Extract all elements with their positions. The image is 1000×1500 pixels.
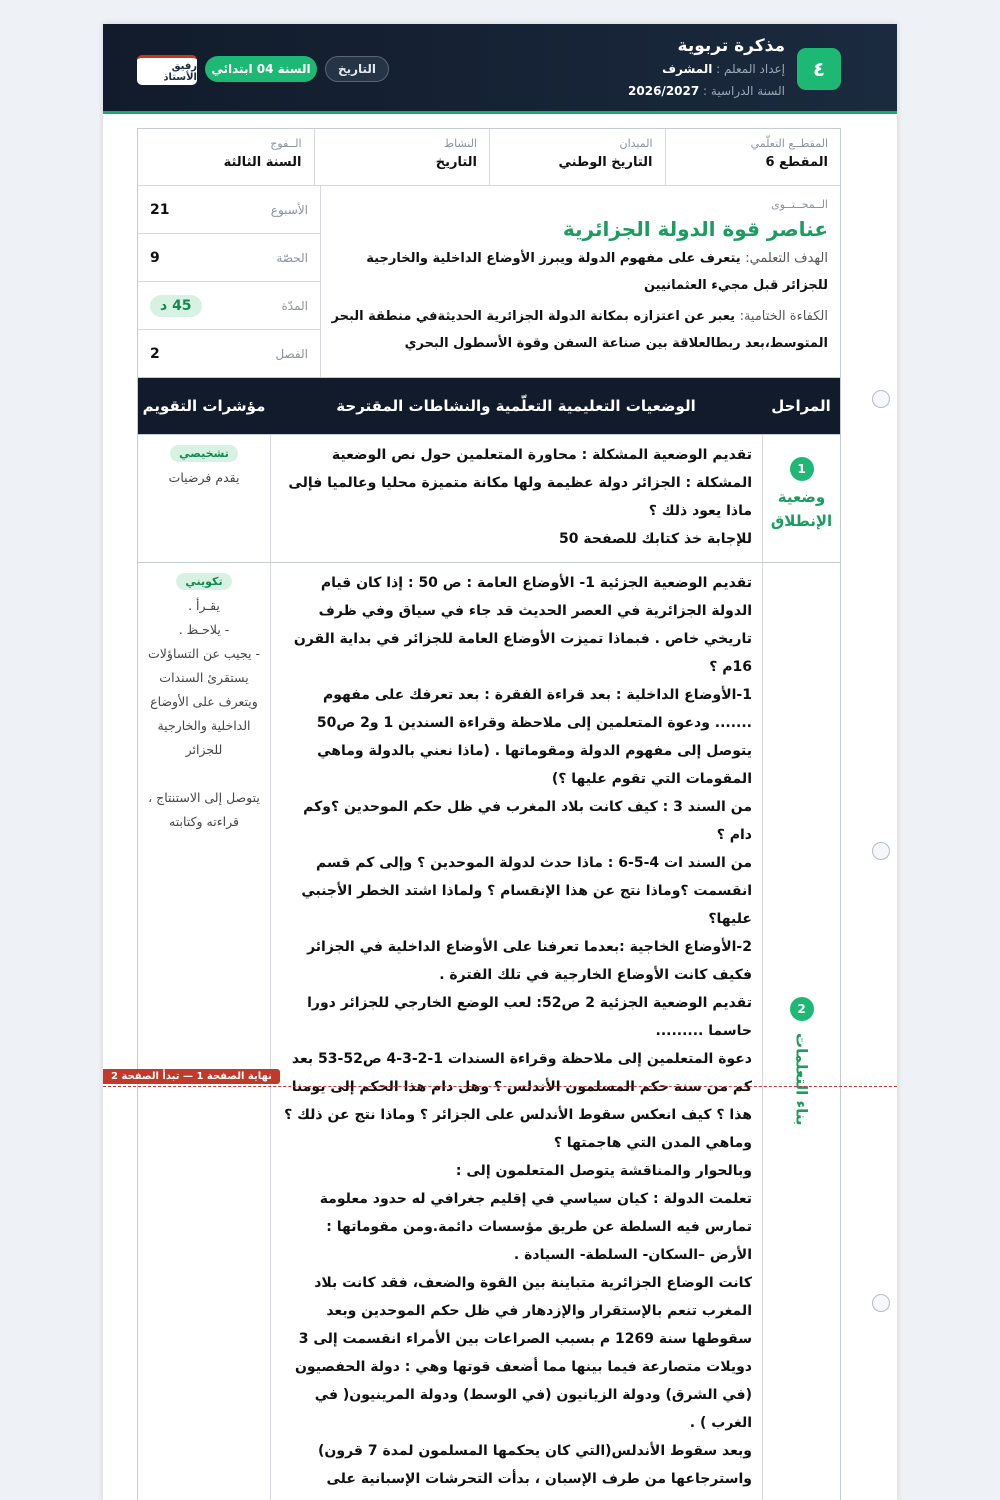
- meta-field: الميدان التاريخ الوطني: [489, 129, 665, 185]
- table-header: [138, 378, 840, 434]
- memo-title: مذكرة تربوية: [677, 36, 785, 56]
- subject-pill[interactable]: التاريخ: [325, 56, 389, 82]
- page-break-label: نهاية الصفحة 1 — تبدأ الصفحة 2: [103, 1069, 280, 1084]
- meta-activity: النشاط التاريخ: [314, 129, 490, 185]
- stat-duration: المدّة 45 د: [138, 282, 320, 330]
- school-year-value: 2026/2027: [628, 84, 700, 98]
- page-break-line: [103, 1086, 897, 1087]
- memo-number-badge: ٤: [797, 48, 841, 90]
- binder-hole-icon: [872, 390, 890, 408]
- stage-number: 2: [790, 997, 814, 1021]
- activities-cell: تقديم الوضعية الجزئية 1- الأوضاع العامة : ص 50 : إذا كان قيام الدولة الجزائرية في العصر الحديث قد جاء في سياق وفي ظرف تاريخي خاص . فبماذا تميزت الأوضاع العامة للجزائر في بداية القرن 16م ؟ 1-الأوضاع الداخلية : بعد قراءة الفقرة : بعد تعرفك على مفهوم ....... ودعوة المتعلمين إلى ملاحظة وقراءة السندين 1 و2 ص50 يتوصل إلى مفهوم الدولة ومقوماتها . (ماذا نعني بالدولة وماهي المقومات التي تقوم عليها ؟) من السند 3 : كيف كانت بلاد المغرب في ظل حكم الموحدين ؟وكم دام ؟ من السند ات 4-5-6 : ماذا حدث لدولة الموحدين ؟ وإلى كم قسم انقسمت ؟وماذا نتج عن هذا الإنقسام ؟ ولماذا اشتد الخطر الأجنبي عليها؟ 2-الأوضاع الخاجية :بعدما تعرفنا على الأوضاع الداخلية في الجزائر فكيف كانت الأوضاع الخارجية في تلك الفترة . تقديم الوضعية الجزئية 2 ص52: لعب الوضع الخارجي للجزائر دورا حاسما ......... دعوة المتعلمين إلى ملاحظة وقراءة السندات 1-2-3-4 ص52-53 بعد كم من سنة حكم المسلمون الأندلس ؟ وهل دام هذا الحكم إلى يومنا هذا ؟ كيف انعكس سقوط الأندلس على الجزائر ؟ وماذا نتج عن ذلك ؟ وماهي المدن التي هاجمتها ؟ وبالحوار والمناقشة يتوصل المتعلمون إلى : تعلمت الدولة : كيان سياسي في إقليم جغرافي له حدود معلومة تمارس فيه السلطة عن طريق مؤسسات دائمة.ومن مقوماتها : الأرض –السكان- السلطة- السيادة . كانت الوضاع الجزائرية متباينة بين القوة والضعف، فقد كانت بلاد المغرب تنعم بالإستقرار والإزدهار في ظل حكم الموحدين وبعد سقوطها سنة 1269 م بسبب الصراعات بين الأمراء انقسمت إلى 3 دويلات متصارعة فيما بينها مما أضعف قوتها وهي : دولة الحفصيون (في الشرق) ودولة الزيانيون (في الوسط) ودولة المرينيون( في الغرب ) . وبعد سقوط الأندلس(التي كان يحكمها المسلمون لمدة 7 قرون) واسترجاعها من طرف الإسبان ، بدأت التحرشات الإسبانية على: [270, 563, 762, 1500]
- stat-week: الأسبوع 21: [138, 186, 320, 234]
- stage-name: بناء التعلمات: [792, 1033, 811, 1126]
- school-year: [628, 84, 785, 98]
- stat-term: الفصل 2: [150, 346, 308, 362]
- meta-unit: المقطــع التعلّمي المقطع 6: [665, 129, 841, 185]
- stat-session: الحصّة 9: [138, 234, 320, 282]
- stats-column: [138, 186, 320, 377]
- school-year-label: السنة الدراسية :: [703, 84, 785, 98]
- lesson-title: عناصر قوة الدولة الجزائرية: [562, 217, 828, 241]
- memo-document: [137, 128, 841, 1500]
- stage-number: 1: [790, 457, 814, 481]
- level-pill[interactable]: السنة 04 ابتدائي: [205, 56, 317, 82]
- memo-header: [103, 24, 897, 114]
- duration-badge: 45 د: [150, 295, 202, 317]
- evaluation-cell: تشخيصي يقدم فرضيات: [168, 447, 240, 485]
- stage-cell: [762, 435, 840, 562]
- header-stages: المراحل: [771, 397, 831, 415]
- diagnostic-tag: تشخيصي: [170, 445, 238, 462]
- content-label: الــمحــتــوى: [771, 198, 828, 211]
- binder-hole-icon: [872, 1294, 890, 1312]
- evaluation-cell: تكويني يقـرأ . - يلاحـظ . - يجيب عن التساؤلات يستقرئ السندات ويتعرف على الأوضاع الداخلية والخارجية للجزائر يتوصل إلى الاستنتاج ، قراءته وكتابته: [148, 575, 260, 829]
- binder-hole-icon: [872, 842, 890, 860]
- header-evaluation: مؤشرات التقويم: [142, 397, 266, 415]
- prepared-by-label: إعداد المعلم :: [716, 62, 785, 76]
- table-row: [138, 434, 840, 562]
- learning-goal: الهدف التعلمي: يتعرف على مفهوم الدولة ويبرز الأوضاع الداخلية والخارجية للجزائر قبل مجيء العثمانيين: [366, 251, 828, 293]
- meta-row: [138, 129, 840, 186]
- final-competence: الكفاءة الختامية: يعبر عن اعتزازه بمكانة الدولة الجزائرية الحديثةفي منطقة البحر المتوسط،بعد ربطالعلاقة بين صناعة السفن وقوة الأسطول البحري: [331, 309, 828, 351]
- formative-tag: تكويني: [176, 573, 231, 590]
- activities-cell: تقديم الوضعية المشكلة : محاورة المتعلمين حول نص الوضعية المشكلة : الجزائر دولة عظيمة ولها مكانة متميزة محليا وعالميا فإلى ماذا يعود ذلك ؟ للإجابة خذ كتابك للصفحة 50: [270, 435, 762, 562]
- header-activities: الوضعيات التعليمية التعلّمية والنشاطات المقترحة: [336, 397, 696, 415]
- prepared-by: [662, 62, 785, 76]
- table-row: [138, 562, 840, 1500]
- memo-page: [103, 24, 897, 1500]
- info-section: [138, 186, 840, 378]
- stage-name: وضعية الإنطلاق: [770, 488, 833, 530]
- prepared-by-value: المشرف: [662, 62, 713, 76]
- rafiq-logo: رفيق الأستاذ: [137, 55, 197, 85]
- content-cell: [320, 186, 840, 377]
- stage-cell: [762, 563, 840, 1500]
- meta-group: الــفوج السنة الثالثة: [223, 137, 302, 170]
